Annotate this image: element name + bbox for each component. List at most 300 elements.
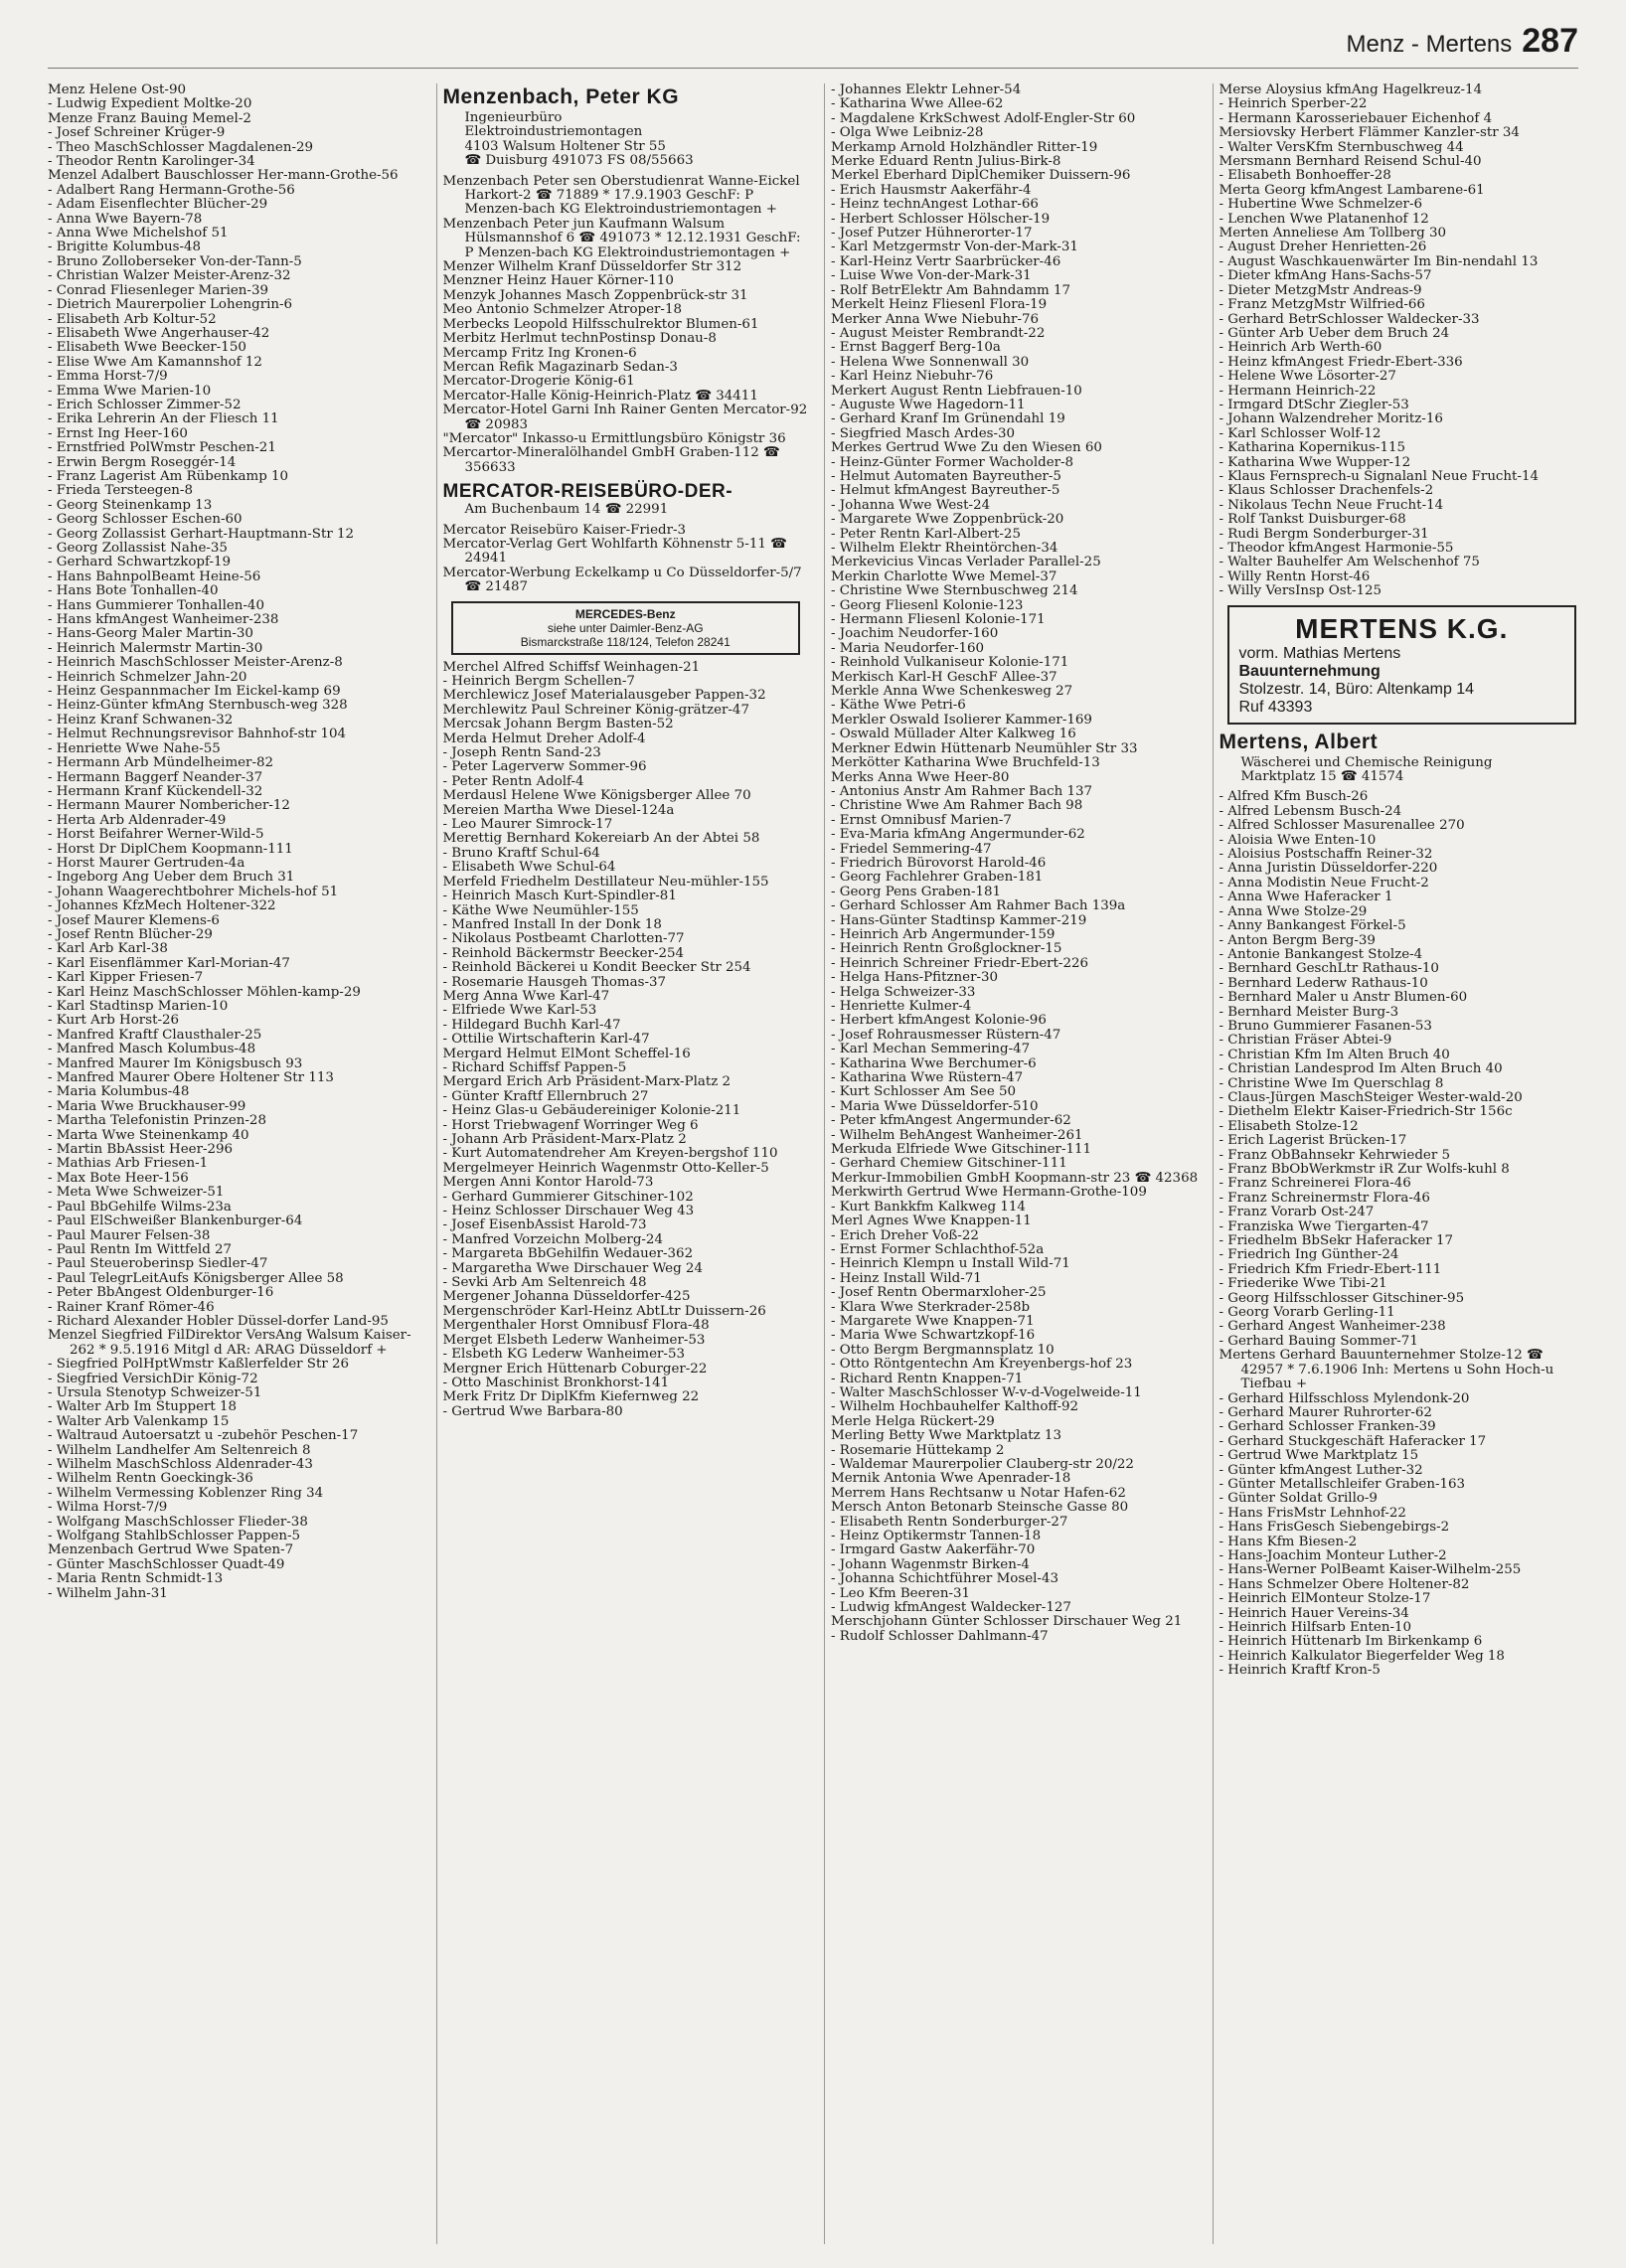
directory-entry: - Hermann Fliesenl Kolonie-171 xyxy=(831,612,1046,628)
directory-entry: - Nikolaus Techn Neue Frucht-14 xyxy=(1219,497,1444,513)
directory-entry: - Heinrich Klempn u Install Wild-71 xyxy=(831,1256,1070,1272)
directory-entry: Merke Eduard Rentn Julius-Birk-8 xyxy=(831,154,1061,170)
directory-entry: - Horst Dr DiplChem Koopmann-111 xyxy=(48,841,293,857)
directory-entry: - Ludwig kfmAngest Waldecker-127 xyxy=(831,1600,1071,1616)
directory-entry: - Erich Hausmstr Aakerfähr-4 xyxy=(831,182,1032,198)
directory-entry: Mercator-Hotel Garni Inh Rainer Genten Mercator-92 ☎ 20983 xyxy=(442,403,808,432)
directory-entry: Mergener Johanna Düsseldorfer-425 xyxy=(442,1289,691,1305)
directory-entry: - Heinrich MaschSchlosser Meister-Arenz-8 xyxy=(48,655,343,671)
directory-entry: - Georg Fachlehrer Graben-181 xyxy=(831,870,1044,886)
directory-entry: - Friedrich Bürovorst Harold-46 xyxy=(831,855,1047,871)
directory-entry: - Helene Wwe Lösorter-27 xyxy=(1219,369,1396,385)
directory-entry: - Karl Arb Karl-38 xyxy=(48,941,168,957)
directory-entry: - Elisabeth Rentn Sonderburger-27 xyxy=(831,1514,1068,1530)
directory-entry: Mergen Anni Kontor Harold-73 xyxy=(442,1175,654,1191)
directory-entry: - Heinz Glas-u Gebäudereiniger Kolonie-211 xyxy=(442,1103,741,1119)
directory-entry: - Franz ObBahnsekr Kehrwieder 5 xyxy=(1219,1147,1451,1163)
directory-entry: Merta Georg kfmAngest Lambarene-61 xyxy=(1219,182,1485,198)
directory-entry: - Karl Schlosser Wolf-12 xyxy=(1219,425,1382,441)
directory-entry: - Siegfried VersichDir König-72 xyxy=(48,1371,258,1386)
column-2 xyxy=(436,83,811,2244)
directory-entry: - Christian Kfm Im Alten Bruch 40 xyxy=(1219,1047,1450,1062)
directory-entry: - Maria Wwe Düsseldorfer-510 xyxy=(831,1098,1039,1114)
directory-entry: - Erich Lagerist Brücken-17 xyxy=(1219,1133,1407,1149)
directory-entry: - Helga Hans-Pfitzner-30 xyxy=(831,970,999,986)
directory-entry: - Heinz Kranf Schwanen-32 xyxy=(48,712,234,728)
directory-entry: - Irmgard Gastw Aakerfähr-70 xyxy=(831,1542,1036,1558)
directory-entry: Merkle Anna Wwe Schenkesweg 27 xyxy=(831,684,1073,700)
directory-entry: - Gerhard Maurer Ruhrorter-62 xyxy=(1219,1404,1432,1420)
directory-entry: - Rudi Bergm Sonderburger-31 xyxy=(1219,526,1429,542)
directory-entry: Merschjohann Günter Schlosser Dirschauer Weg 21 xyxy=(831,1614,1183,1630)
directory-entry: - Josef Rohrausmesser Rüstern-47 xyxy=(831,1027,1061,1043)
directory-entry: - Brigitte Kolumbus-48 xyxy=(48,240,202,255)
directory-entry: - Wilhelm Jahn-31 xyxy=(48,1585,168,1601)
directory-entry: - Anton Bergm Berg-39 xyxy=(1219,932,1376,948)
directory-entry: - Franz BbObWerkmstr iR Zur Wolfs-kuhl 8 xyxy=(1219,1162,1510,1177)
directory-entry: - Reinhold Bäckerei u Kondit Beecker Str 254 xyxy=(442,960,751,976)
directory-entry: - Horst Maurer Gertruden-4a xyxy=(48,855,245,871)
directory-entry: - Luise Wwe Von-der-Mark-31 xyxy=(831,268,1032,284)
directory-entry: - Hermann Arb Mündelheimer-82 xyxy=(48,755,274,771)
directory-entry: - Kurt Bankkfm Kalkweg 114 xyxy=(831,1199,1026,1215)
directory-entry: - Antonie Bankangest Stolze-4 xyxy=(1219,946,1423,962)
directory-entry: - Wilhelm Rentn Goeckingk-36 xyxy=(48,1471,253,1487)
directory-entry: - Marta Wwe Steinenkamp 40 xyxy=(48,1127,249,1143)
directory-entry: - Bernhard Lederw Rathaus-10 xyxy=(1219,975,1428,991)
directory-entry: - Heinrich Hüttenarb Im Birkenkamp 6 xyxy=(1219,1634,1483,1650)
directory-entry: - Christine Wwe Sternbuschweg 214 xyxy=(831,583,1078,599)
directory-entry: Merget Elsbeth Lederw Wanheimer-53 xyxy=(442,1332,706,1348)
directory-entry: - Anna Wwe Stolze-29 xyxy=(1219,903,1368,919)
directory-entry: - Christine Wwe Im Querschlag 8 xyxy=(1219,1075,1444,1091)
directory-entry: - Reinhold Vulkaniseur Kolonie-171 xyxy=(831,655,1069,671)
directory-entry: - Ernst Omnibusf Marien-7 xyxy=(831,812,1012,828)
directory-entry: - Rudolf Schlosser Dahlmann-47 xyxy=(831,1628,1049,1644)
directory-entry: - Willy Rentn Horst-46 xyxy=(1219,568,1371,584)
directory-entry: - Horst Beifahrer Werner-Wild-5 xyxy=(48,827,264,843)
directory-entry: - Paul ElSchweißer Blankenburger-64 xyxy=(48,1214,303,1229)
directory-entry: - Karl Kipper Friesen-7 xyxy=(48,970,204,986)
directory-entry: - Georg Steinenkamp 13 xyxy=(48,497,213,513)
directory-entry: - Theodor Rentn Karolinger-34 xyxy=(48,154,255,170)
directory-entry: - Ursula Stenotyp Schweizer-51 xyxy=(48,1384,262,1400)
directory-entry: - Günter Kraftf Ellernbruch 27 xyxy=(442,1088,649,1104)
mercedes-ad-line: siehe unter Daimler-Benz-AG xyxy=(547,620,704,635)
directory-entry: - Josef Rentn Blücher-29 xyxy=(48,926,213,942)
directory-entry: - Auguste Wwe Hagedorn-11 xyxy=(831,397,1026,412)
directory-entry: - Peter Lagerverw Sommer-96 xyxy=(442,759,647,775)
directory-entry: - Hans-Joachim Monteur Luther-2 xyxy=(1219,1547,1447,1563)
directory-entry: - Anna Wwe Bayern-78 xyxy=(48,211,203,227)
directory-entry: - Gerhard Schwartzkopf-19 xyxy=(48,555,232,570)
directory-entry: - Elisabeth Wwe Schul-64 xyxy=(442,860,616,876)
directory-entry: - Gertrud Wwe Barbara-80 xyxy=(442,1403,623,1419)
directory-entry: - Christine Wwe Am Rahmer Bach 98 xyxy=(831,798,1083,814)
directory-entry: - Elisabeth Stolze-12 xyxy=(1219,1118,1359,1134)
directory-entry: - Heinrich ElMonteur Stolze-17 xyxy=(1219,1591,1431,1607)
directory-entry: - Peter Rentn Karl-Albert-25 xyxy=(831,526,1021,542)
directory-entry: - Manfred Kraftf Clausthaler-25 xyxy=(48,1027,262,1043)
directory-entry: Mercator-Verlag Gert Wohlfarth Köhnenstr 5-11 ☎ 24941 xyxy=(442,536,787,567)
directory-entry: - Heinrich Arb Angermunder-159 xyxy=(831,926,1056,942)
directory-entry: Merten Anneliese Am Tollberg 30 xyxy=(1219,226,1447,242)
directory-entry: - Erwin Bergm Roseggér-14 xyxy=(48,454,237,470)
directory-entry: - Heinrich Bergm Schellen-7 xyxy=(442,674,635,689)
directory-entry: Mergelmeyer Heinrich Wagenmstr Otto-Keller-5 xyxy=(442,1160,769,1176)
entries-block-b xyxy=(1220,790,1587,1678)
directory-entry: - Heinz kfmAngest Friedr-Ebert-336 xyxy=(1219,354,1463,370)
directory-entry: Merkes Gertrud Wwe Zu den Wiesen 60 xyxy=(831,440,1102,456)
directory-entry: - Paul TelegrLeitAufs Königsberger Allee 58 xyxy=(48,1270,344,1286)
directory-entry: - Wilhelm MaschSchloss Aldenrader-43 xyxy=(48,1457,313,1472)
directory-entry: - Ludwig Expedient Moltke-20 xyxy=(48,96,252,112)
directory-entry: Merkevicius Vincas Verlader Parallel-25 xyxy=(831,555,1101,570)
directory-entry: - Georg Pens Graben-181 xyxy=(831,884,1002,899)
directory-entry: - Peter Rentn Adolf-4 xyxy=(442,773,584,789)
directory-entry: - Helmut Automaten Bayreuther-5 xyxy=(831,468,1061,484)
directory-entry: - Heinz-Günter Former Wacholder-8 xyxy=(831,454,1074,470)
directory-entry: Mereien Martha Wwe Diesel-124a xyxy=(442,802,675,818)
directory-entry: - Heinrich Rentn Großglockner-15 xyxy=(831,941,1062,957)
directory-entry: Mercator-Halle König-Heinrich-Platz ☎ 34411 xyxy=(442,388,758,404)
directory-entry: - August Waschkauenwärter Im Bin-nendahl 13 xyxy=(1219,253,1539,269)
directory-entry: - Anny Bankangest Förkel-5 xyxy=(1219,918,1406,934)
directory-entry: - Dieter MetzgMstr Andreas-9 xyxy=(1219,282,1422,298)
directory-entry: Mergenthaler Horst Omnibusf Flora-48 xyxy=(442,1318,710,1334)
directory-entry: - Martha Telefonistin Prinzen-28 xyxy=(48,1113,266,1129)
directory-entry: - Margarete Wwe Knappen-71 xyxy=(831,1313,1035,1329)
directory-entry: - Gerhard Angest Wanheimer-238 xyxy=(1219,1319,1446,1335)
directory-entry: - Heinrich Kalkulator Biegerfelder Weg 18 xyxy=(1219,1648,1505,1664)
directory-entry: - Günter MaschSchlosser Quadt-49 xyxy=(48,1556,285,1572)
directory-entry: - Hans-Günter Stadtinsp Kammer-219 xyxy=(831,912,1087,928)
directory-entry: Mernik Antonia Wwe Apenrader-18 xyxy=(831,1471,1071,1487)
directory-entry: - Sevki Arb Am Seltenreich 48 xyxy=(442,1275,647,1291)
directory-entry: - Hermann Karosseriebauer Eichenhof 4 xyxy=(1219,110,1493,126)
directory-entry: - Siegfried Masch Ardes-30 xyxy=(831,425,1016,441)
directory-entry: - Herta Arb Aldenrader-49 xyxy=(48,812,227,828)
directory-entry: - Heinz technAngest Lothar-66 xyxy=(831,197,1039,213)
directory-entry: Merkamp Arnold Holzhändler Ritter-19 xyxy=(831,139,1098,155)
directory-entry: - Reinhold Bäckermstr Beecker-254 xyxy=(442,945,685,961)
directory-entry: - Heinz-Günter kfmAng Sternbusch-weg 328 xyxy=(48,698,348,714)
directory-entry: - Hermann Baggerf Neander-37 xyxy=(48,769,263,785)
directory-entry: - Frieda Tersteegen-8 xyxy=(48,483,193,499)
directory-entry: Menzel Siegfried FilDirektor VersAng Walsum Kaiser-262 * 9.5.1916 Mitgl d AR: ARAG Düsseldorf + xyxy=(48,1328,411,1358)
directory-entry: Merkur-Immobilien GmbH Koopmann-str 23 ☎ 42368 xyxy=(831,1170,1199,1186)
directory-entry: - Käthe Wwe Petri-6 xyxy=(831,698,966,714)
directory-entry: - Katharina Wwe Rüstern-47 xyxy=(831,1070,1024,1086)
directory-entry: - Johann Wagenmstr Birken-4 xyxy=(831,1556,1030,1572)
directory-entry: - Bernhard Maler u Anstr Blumen-60 xyxy=(1219,990,1468,1006)
page-header xyxy=(48,22,1578,69)
directory-entry: - Georg Vorarb Gerling-11 xyxy=(1219,1305,1395,1321)
directory-entry: Merfeld Friedhelm Destillateur Neu-mühler-155 xyxy=(442,874,769,890)
entries-block-b xyxy=(443,524,811,595)
directory-entry: - Johannes KfzMech Holtener-322 xyxy=(48,898,276,914)
directory-entry: - Leo Maurer Simrock-17 xyxy=(442,817,613,833)
directory-entry: - Joachim Neudorfer-160 xyxy=(831,626,999,642)
directory-entry: - Johann Walzendreher Moritz-16 xyxy=(1219,411,1443,427)
directory-entry: - Klara Wwe Sterkrader-258b xyxy=(831,1299,1031,1315)
directory-entry: - Mathias Arb Friesen-1 xyxy=(48,1156,209,1172)
directory-entry: - Franziska Wwe Tiergarten-47 xyxy=(1219,1218,1429,1234)
firm-detail-line: Ingenieurbüro xyxy=(464,110,563,125)
directory-entry: - Elise Wwe Am Kamannshof 12 xyxy=(48,354,262,370)
directory-entry: - Adalbert Rang Hermann-Grothe-56 xyxy=(48,182,295,198)
directory-entry: Mercator-Drogerie König-61 xyxy=(442,374,635,390)
directory-entry: - Helmut Rechnungsrevisor Bahnhof-str 104 xyxy=(48,727,347,742)
directory-entry: - Christian Walzer Meister-Arenz-32 xyxy=(48,268,291,284)
directory-entry: - Maria Wwe Bruckhauser-99 xyxy=(48,1098,246,1114)
directory-entry: - Käthe Wwe Neumühler-155 xyxy=(442,902,639,918)
directory-entry: Merkel Eberhard DiplChemiker Duissern-96 xyxy=(831,168,1131,184)
directory-entry: Merdausl Helene Wwe Königsberger Allee 70 xyxy=(442,788,751,804)
directory-entry: - Wilhelm Elektr Rheintörchen-34 xyxy=(831,541,1058,556)
directory-entry: - Heinz Schlosser Dirschauer Weg 43 xyxy=(442,1204,695,1219)
firm-detail-line: Elektroindustriemontagen xyxy=(464,124,643,140)
column-1 xyxy=(48,83,422,2244)
directory-entry: Mersiovsky Herbert Flämmer Kanzler-str 34 xyxy=(1219,125,1520,141)
directory-entry: Mercan Refik Magazinarb Sedan-3 xyxy=(442,359,678,375)
directory-entry: - Wilhelm Landhelfer Am Seltenreich 8 xyxy=(48,1442,311,1458)
directory-entry: - Georg Zollassist Nahe-35 xyxy=(48,541,228,556)
directory-entry: - Hans Kfm Biesen-2 xyxy=(1219,1534,1358,1549)
directory-entry: - Georg Zollassist Gerhart-Hauptmann-Str 12 xyxy=(48,526,355,542)
directory-entry: - Gerhard Kranf Im Grünendahl 19 xyxy=(831,411,1065,427)
firm-address-mercator-reisebuero: Am Buchenbaum 14 ☎ 22991 xyxy=(464,502,669,518)
directory-entry: - Christian Landesprod Im Alten Bruch 40 xyxy=(1219,1061,1503,1077)
directory-entry: - Alfred Lebensm Busch-24 xyxy=(1219,803,1402,819)
directory-entry: - Max Bote Heer-156 xyxy=(48,1170,189,1186)
directory-entry: - Gerhard Schlosser Am Rahmer Bach 139a xyxy=(831,898,1126,914)
directory-entry: - Richard Alexander Hobler Düssel-dorfer Land-95 xyxy=(48,1313,389,1329)
directory-entry: - Hermann Maurer Nombericher-12 xyxy=(48,798,290,814)
directory-entry: - Katharina Wwe Berchumer-6 xyxy=(831,1055,1037,1071)
directory-entry: - Martin BbAssist Heer-296 xyxy=(48,1142,234,1158)
directory-entry: - Maria Kolumbus-48 xyxy=(48,1084,190,1100)
directory-entry: - Paul Steueroberinsp Siedler-47 xyxy=(48,1256,268,1272)
directory-entry: - Franz Vorarb Ost-247 xyxy=(1219,1205,1375,1220)
directory-entry: - Horst Triebwagenf Worringer Weg 6 xyxy=(442,1117,699,1133)
directory-entry: - Rosemarie Hüttekamp 2 xyxy=(831,1442,1005,1458)
directory-entry: Mercsak Johann Bergm Basten-52 xyxy=(442,717,674,732)
directory-entry: - Richard Rentn Knappen-71 xyxy=(831,1371,1024,1386)
mertens-kg-ad-title: MERTENS K.G. xyxy=(1295,612,1509,644)
running-head: Menz - Mertens xyxy=(1346,31,1513,58)
directory-entry: Mercator-Werbung Eckelkamp u Co Düsseldorfer-5/7 ☎ 21487 xyxy=(442,565,802,595)
directory-entry: Menze Franz Bauing Memel-2 xyxy=(48,110,251,126)
directory-entry: - Erich Schlosser Zimmer-52 xyxy=(48,397,242,412)
directory-entry: - Johannes Elektr Lehner-54 xyxy=(831,83,1022,97)
page-number: 287 xyxy=(1522,22,1578,60)
directory-entry: - Gerhard Gummierer Gitschiner-102 xyxy=(442,1189,694,1205)
directory-entry: - Günter kfmAngest Luther-32 xyxy=(1219,1462,1423,1478)
directory-entry: - Elisabeth Wwe Angerhauser-42 xyxy=(48,325,270,341)
directory-entry: - Georg Hilfsschlosser Gitschiner-95 xyxy=(1219,1290,1465,1306)
directory-entry: - Ingeborg Ang Ueber dem Bruch 31 xyxy=(48,870,295,886)
directory-entry: Mertens Gerhard Bauunternehmer Stolze-12 ☎ 42957 * 7.6.1906 Inh: Mertens u Sohn Hoch-u Tiefbau + xyxy=(1219,1348,1554,1392)
directory-entry: - Elfriede Wwe Karl-53 xyxy=(442,1003,597,1019)
column-3 xyxy=(824,83,1199,2244)
directory-entry: - Franz Schreinermstr Flora-46 xyxy=(1219,1190,1430,1206)
directory-entry: - Katharina Wwe Wupper-12 xyxy=(1219,454,1411,470)
directory-entry: - Josef EisenbAssist Harold-73 xyxy=(442,1217,647,1233)
directory-entry: - Karl Stadtinsp Marien-10 xyxy=(48,999,229,1014)
directory-entry: - Franz MetzgMstr Wilfried-66 xyxy=(1219,297,1425,313)
directory-entry: - Dieter kfmAng Hans-Sachs-57 xyxy=(1219,268,1432,284)
directory-entry: - Ernst Baggerf Berg-10a xyxy=(831,340,1001,356)
directory-entry: - Heinz Install Wild-71 xyxy=(831,1270,982,1286)
directory-entry: Menzer Wilhelm Kranf Düsseldorfer Str 312 xyxy=(442,259,742,275)
directory-entry: Merkötter Katharina Wwe Bruchfeld-13 xyxy=(831,755,1100,771)
directory-entry: - Antonius Anstr Am Rahmer Bach 137 xyxy=(831,783,1093,799)
firm-title-mercator-reisebuero: MERCATOR-REISEBÜRO-DER- xyxy=(442,481,733,503)
directory-entry: Merg Anna Wwe Karl-47 xyxy=(442,988,610,1004)
directory-entry: - Walter Arb Valenkamp 15 xyxy=(48,1413,230,1429)
directory-entry: - Günter Arb Ueber dem Bruch 24 xyxy=(1219,325,1450,341)
directory-entry: - Hermann Heinrich-22 xyxy=(1219,383,1377,399)
directory-entry: - Wilhelm Hochbauhelfer Kalthoff-92 xyxy=(831,1399,1079,1415)
directory-entry: - Paul Maurer Felsen-38 xyxy=(48,1227,211,1243)
directory-entry: - Wolfgang MaschSchlosser Flieder-38 xyxy=(48,1514,308,1530)
directory-entry: - Margareta BbGehilfin Wedauer-362 xyxy=(442,1246,694,1262)
directory-entry: - Emma Wwe Marien-10 xyxy=(48,383,212,399)
directory-entry: - Diethelm Elektr Kaiser-Friedrich-Str 156c xyxy=(1219,1104,1513,1120)
directory-entry: - Erika Lehrerin An der Fliesch 11 xyxy=(48,411,279,427)
directory-entry: - August Meister Rembrandt-22 xyxy=(831,325,1046,341)
directory-entry: Mersmann Bernhard Reisend Schul-40 xyxy=(1219,154,1482,170)
entries-block-a xyxy=(1220,83,1587,599)
directory-entry: - Helga Schweizer-33 xyxy=(831,984,976,1000)
directory-entry: - Paul Rentn Im Wittfeld 27 xyxy=(48,1241,233,1257)
directory-entry: - Elisabeth Wwe Beecker-150 xyxy=(48,340,246,356)
directory-entry: - Margarete Wwe Zoppenbrück-20 xyxy=(831,512,1064,528)
column-4 xyxy=(1213,83,1587,2244)
directory-entry: - Manfred Maurer Im Königsbusch 93 xyxy=(48,1055,303,1071)
directory-entry: - Paul BbGehilfe Wilms-23a xyxy=(48,1199,232,1215)
mercedes-ad xyxy=(451,601,801,655)
directory-entry: - Otto Bergm Bergmannsplatz 10 xyxy=(831,1342,1055,1358)
directory-entry: - Meta Wwe Schweizer-51 xyxy=(48,1185,225,1201)
directory-entry: - Heinrich Kraftf Kron-5 xyxy=(1219,1663,1381,1679)
directory-entry: - Josef Schreiner Krüger-9 xyxy=(48,125,226,141)
directory-entry: - Josef Maurer Klemens-6 xyxy=(48,912,220,928)
directory-entry: - Rolf BetrElektr Am Bahndamm 17 xyxy=(831,282,1071,298)
directory-entry: - Peter BbAngest Oldenburger-16 xyxy=(48,1285,274,1301)
directory-entry: - Gertrud Wwe Marktplatz 15 xyxy=(1219,1448,1419,1464)
directory-entry: - Christian Fräser Abtei-9 xyxy=(1219,1033,1392,1049)
directory-entry: Mergenschröder Karl-Heinz AbtLtr Duissern-26 xyxy=(442,1303,766,1319)
directory-entry: - Bruno Gummierer Fasanen-53 xyxy=(1219,1018,1432,1034)
directory-entry: Merkler Oswald Isolierer Kammer-169 xyxy=(831,712,1092,728)
entries-block-a xyxy=(443,175,811,476)
directory-entry: - Walter VersKfm Sternbuschweg 44 xyxy=(1219,139,1464,155)
directory-entry: - Gerhard Bauing Sommer-71 xyxy=(1219,1333,1418,1349)
directory-entry: Mergner Erich Hüttenarb Coburger-22 xyxy=(442,1361,708,1377)
directory-entry: Merkwirth Gertrud Wwe Hermann-Grothe-109 xyxy=(831,1185,1147,1201)
mertens-kg-ad-phone: Ruf 43393 xyxy=(1238,698,1313,716)
directory-entry: - Irmgard DtSchr Ziegler-53 xyxy=(1219,397,1409,412)
directory-entry: - Elsbeth KG Lederw Wanheimer-53 xyxy=(442,1347,685,1363)
directory-entry: - August Dreher Henrietten-26 xyxy=(1219,240,1427,255)
directory-entry: - Kurt Arb Horst-26 xyxy=(48,1013,180,1029)
directory-entry: - Manfred Masch Kolumbus-48 xyxy=(48,1042,256,1057)
directory-entry: - Henriette Kulmer-4 xyxy=(831,999,972,1014)
directory-entry: - Bruno Kraftf Schul-64 xyxy=(442,845,600,861)
directory-entry: Merse Aloysius kfmAng Hagelkreuz-14 xyxy=(1219,83,1483,97)
directory-entry: - Alfred Kfm Busch-26 xyxy=(1219,789,1369,805)
directory-entry: Merle Helga Rückert-29 xyxy=(831,1413,995,1429)
directory-entry: - Willy VersInsp Ost-125 xyxy=(1219,583,1382,599)
directory-entry: - Rosemarie Hausgeh Thomas-37 xyxy=(442,974,667,990)
directory-entry: - Otto Röntgentechn Am Kreyenbergs-hof 23 xyxy=(831,1357,1133,1373)
directory-entry: - Gerhard Chemiew Gitschiner-111 xyxy=(831,1156,1067,1172)
directory-entry: Merbitz Herlmut technPostinsp Donau-8 xyxy=(442,331,717,347)
directory-entry: Merchlewitz Paul Schreiner König-grätzer-47 xyxy=(442,702,749,718)
directory-entry: - Wilhelm Vermessing Koblenzer Ring 34 xyxy=(48,1485,324,1501)
directory-entry: - Helena Wwe Sonnenwall 30 xyxy=(831,354,1030,370)
entries-block-c xyxy=(443,661,811,1420)
firm-detail-line: 4103 Walsum Holtener Str 55 xyxy=(464,138,666,154)
directory-entry: - Heinrich Malermstr Martin-30 xyxy=(48,640,263,656)
directory-entry: Merling Betty Wwe Marktplatz 13 xyxy=(831,1428,1061,1444)
directory-entry: - Johann Waagerechtbohrer Michels-hof 51 xyxy=(48,884,339,899)
directory-entry: - Heinz Gespannmacher Im Eickel-kamp 69 xyxy=(48,684,341,700)
directory-entry: - Johann Arb Präsident-Marx-Platz 2 xyxy=(442,1132,687,1147)
directory-entry: - Nikolaus Postbeamt Charlotten-77 xyxy=(442,931,685,947)
directory-entry: Menzel Adalbert Bauschlosser Her-mann-Grothe-56 xyxy=(48,168,399,184)
directory-entry: - Heinrich Hilfsarb Enten-10 xyxy=(1219,1620,1412,1635)
mertens-kg-ad-line: vorm. Mathias Mertens xyxy=(1238,644,1401,662)
directory-entry: - Hans Schmelzer Obere Holtener-82 xyxy=(1219,1576,1470,1592)
directory-entry: - Magdalene KrkSchwest Adolf-Engler-Str 60 xyxy=(831,110,1136,126)
directory-entry: Mercamp Fritz Ing Kronen-6 xyxy=(442,345,637,361)
directory-entry: - Peter kfmAngest Angermunder-62 xyxy=(831,1113,1071,1129)
directory-entry: - Kurt Schlosser Am See 50 xyxy=(831,1084,1017,1100)
directory-entry: - Theodor kfmAngest Harmonie-55 xyxy=(1219,541,1454,556)
directory-entry: - Josef Putzer Hühnerorter-17 xyxy=(831,226,1033,242)
directory-entry: - Hans FrisMstr Lehnhof-22 xyxy=(1219,1505,1406,1521)
directory-entry: Merker Anna Wwe Niebuhr-76 xyxy=(831,311,1040,327)
directory-entry: - Anna Modistin Neue Frucht-2 xyxy=(1219,875,1429,891)
directory-entry: - Henriette Wwe Nahe-55 xyxy=(48,740,221,756)
directory-entry: - Hans Gummierer Tonhallen-40 xyxy=(48,597,264,613)
directory-entry: - Conrad Fliesenleger Marien-39 xyxy=(48,282,268,298)
directory-entry: - Johanna Wwe West-24 xyxy=(831,497,991,513)
directory-entry: - Claus-Jürgen MaschSteiger Wester-wald-20 xyxy=(1219,1089,1523,1105)
directory-entry: - Emma Horst-7/9 xyxy=(48,369,168,385)
directory-entry: - Anna Wwe Michelshof 51 xyxy=(48,226,229,242)
directory-entry: - Heinrich Schreiner Friedr-Ebert-226 xyxy=(831,955,1088,971)
directory-entry: - Karl Metzgermstr Von-der-Mark-31 xyxy=(831,240,1078,255)
directory-entry: - Klaus Fernsprech-u Signalanl Neue Frucht-14 xyxy=(1219,468,1540,484)
mertens-kg-ad-address: Stolzestr. 14, Büro: Altenkamp 14 xyxy=(1238,680,1475,698)
directory-entry: - Maria Rentn Schmidt-13 xyxy=(48,1571,224,1587)
directory-entry: - Kurt Automatendreher Am Kreyen-bergshof 110 xyxy=(442,1146,778,1162)
directory-entry: - Helmut kfmAngest Bayreuther-5 xyxy=(831,483,1060,499)
directory-entry: Mercartor-Mineralölhandel GmbH Graben-112 ☎ 356633 xyxy=(442,445,780,475)
directory-entry: - Karl Mechan Semmering-47 xyxy=(831,1042,1031,1057)
directory-entry: - Friedrich Kfm Friedr-Ebert-111 xyxy=(1219,1261,1442,1277)
directory-entry: - Katharina Wwe Allee-62 xyxy=(831,96,1004,112)
directory-entry: - Adam Eisenflechter Blücher-29 xyxy=(48,197,268,213)
directory-entry: Menzenbach Peter sen Oberstudienrat Wanne-Eickel Harkort-2 ☎ 71889 * 17.9.1903 GeschF: P Menzen-bach KG Elektroindustriemontagen + xyxy=(442,173,800,218)
directory-entry: Merkert August Rentn Liebfrauen-10 xyxy=(831,383,1082,399)
directory-entry: - Aloisia Wwe Enten-10 xyxy=(1219,832,1377,848)
firm-details-menzenbach xyxy=(443,111,811,169)
